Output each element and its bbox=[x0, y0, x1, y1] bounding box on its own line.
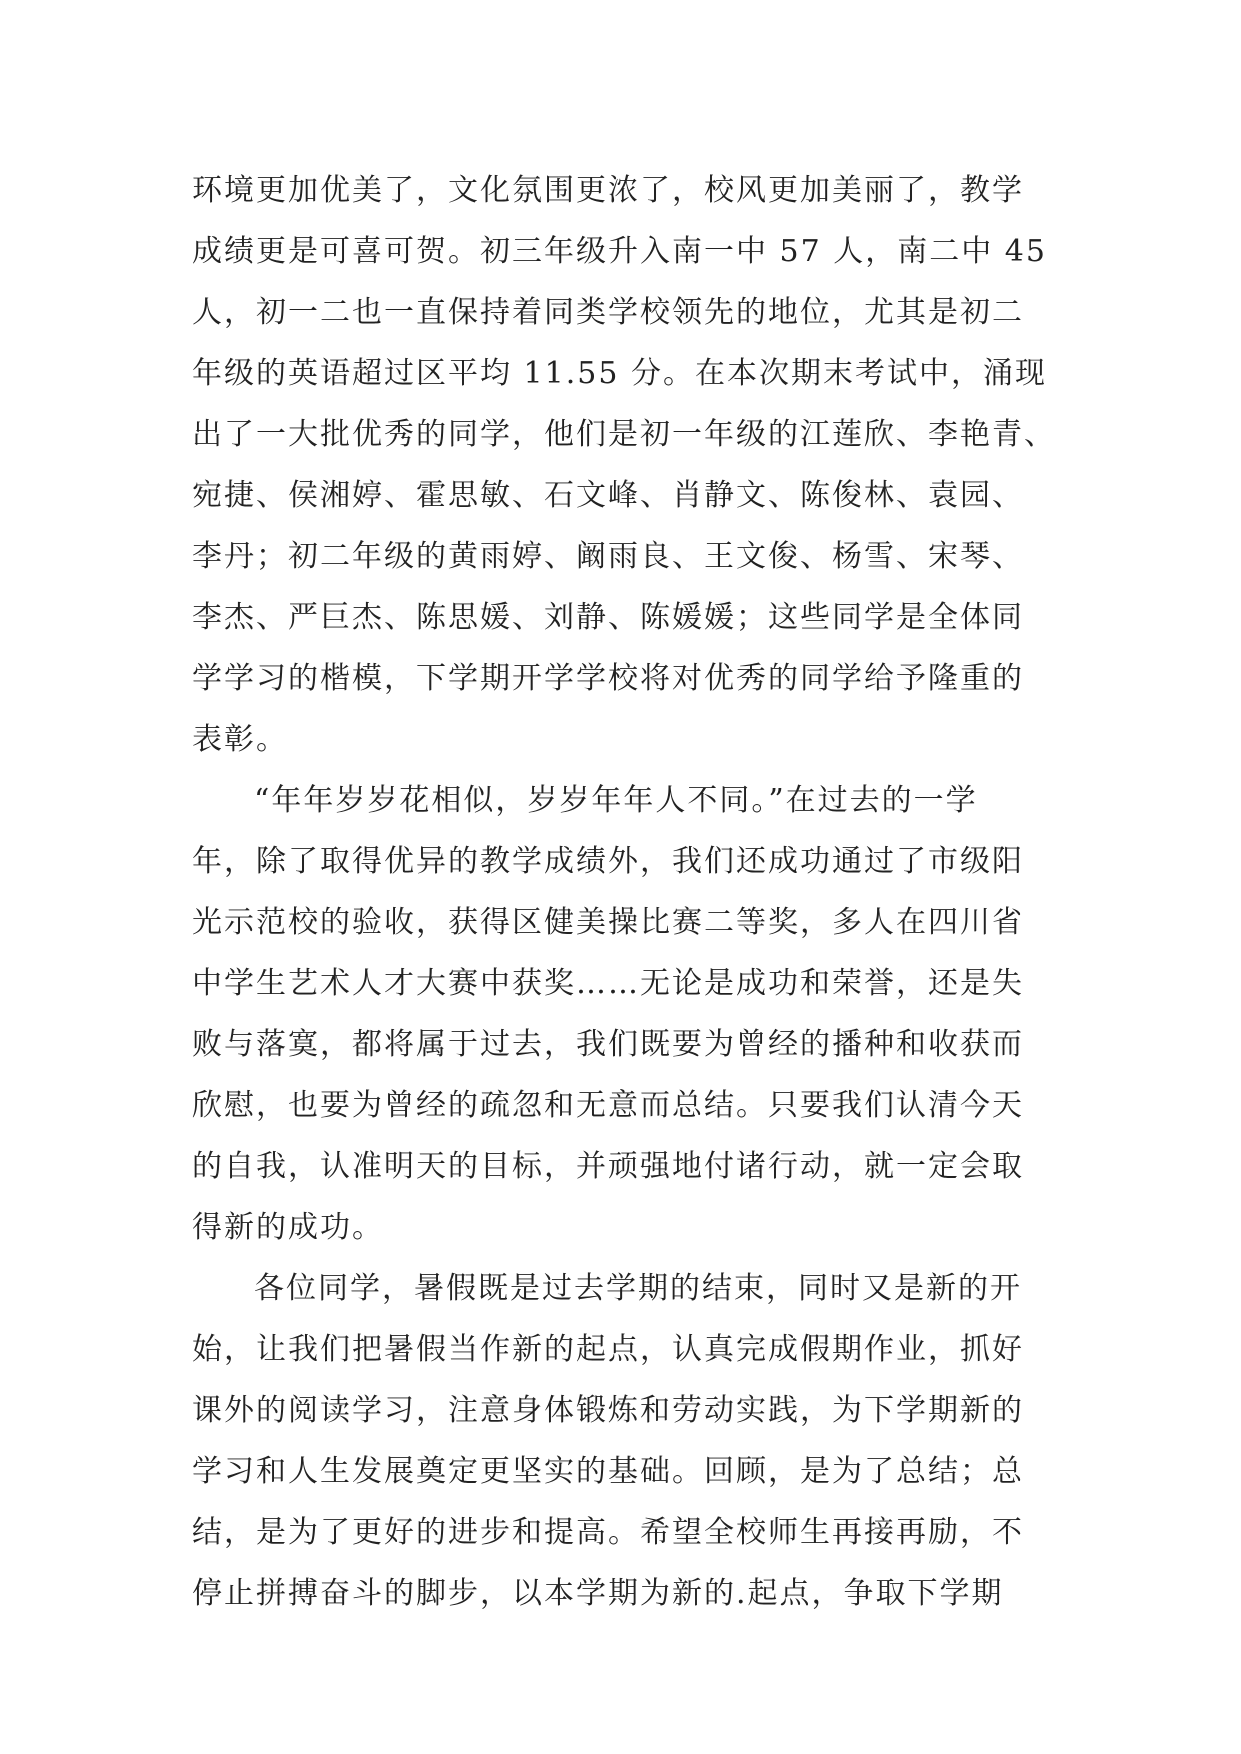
text-line: 出了一大批优秀的同学，他们是初一年级的江莲欣、李艳青、 bbox=[192, 417, 1056, 452]
text-line: 停止拼搏奋斗的脚步，以本学期为新的.起点，争取下学期 bbox=[192, 1576, 1004, 1611]
text-line: 学习和人生发展奠定更坚实的基础。回顾，是为了总结；总 bbox=[192, 1454, 1024, 1489]
text-line: 败与落寞，都将属于过去，我们既要为曾经的播种和收获而 bbox=[192, 1027, 1024, 1062]
paragraph-start-line: 各位同学，暑假既是过去学期的结束，同时又是新的开 bbox=[254, 1271, 1022, 1306]
text-line: 学学习的楷模，下学期开学学校将对优秀的同学给予隆重的 bbox=[192, 661, 1024, 696]
text-line: 的自我，认准明天的目标，并顽强地付诸行动，就一定会取 bbox=[192, 1149, 1024, 1184]
paragraph-start-line: “年年岁岁花相似，岁岁年年人不同。”在过去的一学 bbox=[254, 783, 978, 818]
text-line: 结，是为了更好的进步和提高。希望全校师生再接再励，不 bbox=[192, 1515, 1024, 1550]
text-line: 李丹；初二年级的黄雨婷、阚雨良、王文俊、杨雪、宋琴、 bbox=[192, 539, 1024, 574]
text-line: 人，初一二也一直保持着同类学校领先的地位，尤其是初二 bbox=[192, 295, 1024, 330]
body-text bbox=[192, 160, 1056, 1624]
text-line: 环境更加优美了，文化氛围更浓了，校风更加美丽了，教学 bbox=[192, 173, 1024, 208]
text-line: 得新的成功。 bbox=[192, 1210, 384, 1245]
text-line: 宛捷、侯湘婷、霍思敏、石文峰、肖静文、陈俊林、袁园、 bbox=[192, 478, 1024, 513]
text-line: 年级的英语超过区平均 11.55 分。在本次期末考试中，涌现 bbox=[192, 356, 1047, 391]
text-line: 始，让我们把暑假当作新的起点，认真完成假期作业，抓好 bbox=[192, 1332, 1024, 1367]
text-line: 中学生艺术人才大赛中获奖……无论是成功和荣誉，还是失 bbox=[192, 966, 1024, 1001]
text-line: 年，除了取得优异的教学成绩外，我们还成功通过了市级阳 bbox=[192, 844, 1024, 879]
text-line: 李杰、严巨杰、陈思媛、刘静、陈媛媛；这些同学是全体同 bbox=[192, 600, 1024, 635]
text-line: 成绩更是可喜可贺。初三年级升入南一中 57 人，南二中 45 bbox=[192, 234, 1047, 269]
text-line: 光示范校的验收，获得区健美操比赛二等奖，多人在四川省 bbox=[192, 905, 1024, 940]
text-line: 欣慰，也要为曾经的疏忽和无意而总结。只要我们认清今天 bbox=[192, 1088, 1024, 1123]
text-line: 表彰。 bbox=[192, 722, 288, 757]
text-line: 课外的阅读学习，注意身体锻炼和劳动实践，为下学期新的 bbox=[192, 1393, 1024, 1428]
